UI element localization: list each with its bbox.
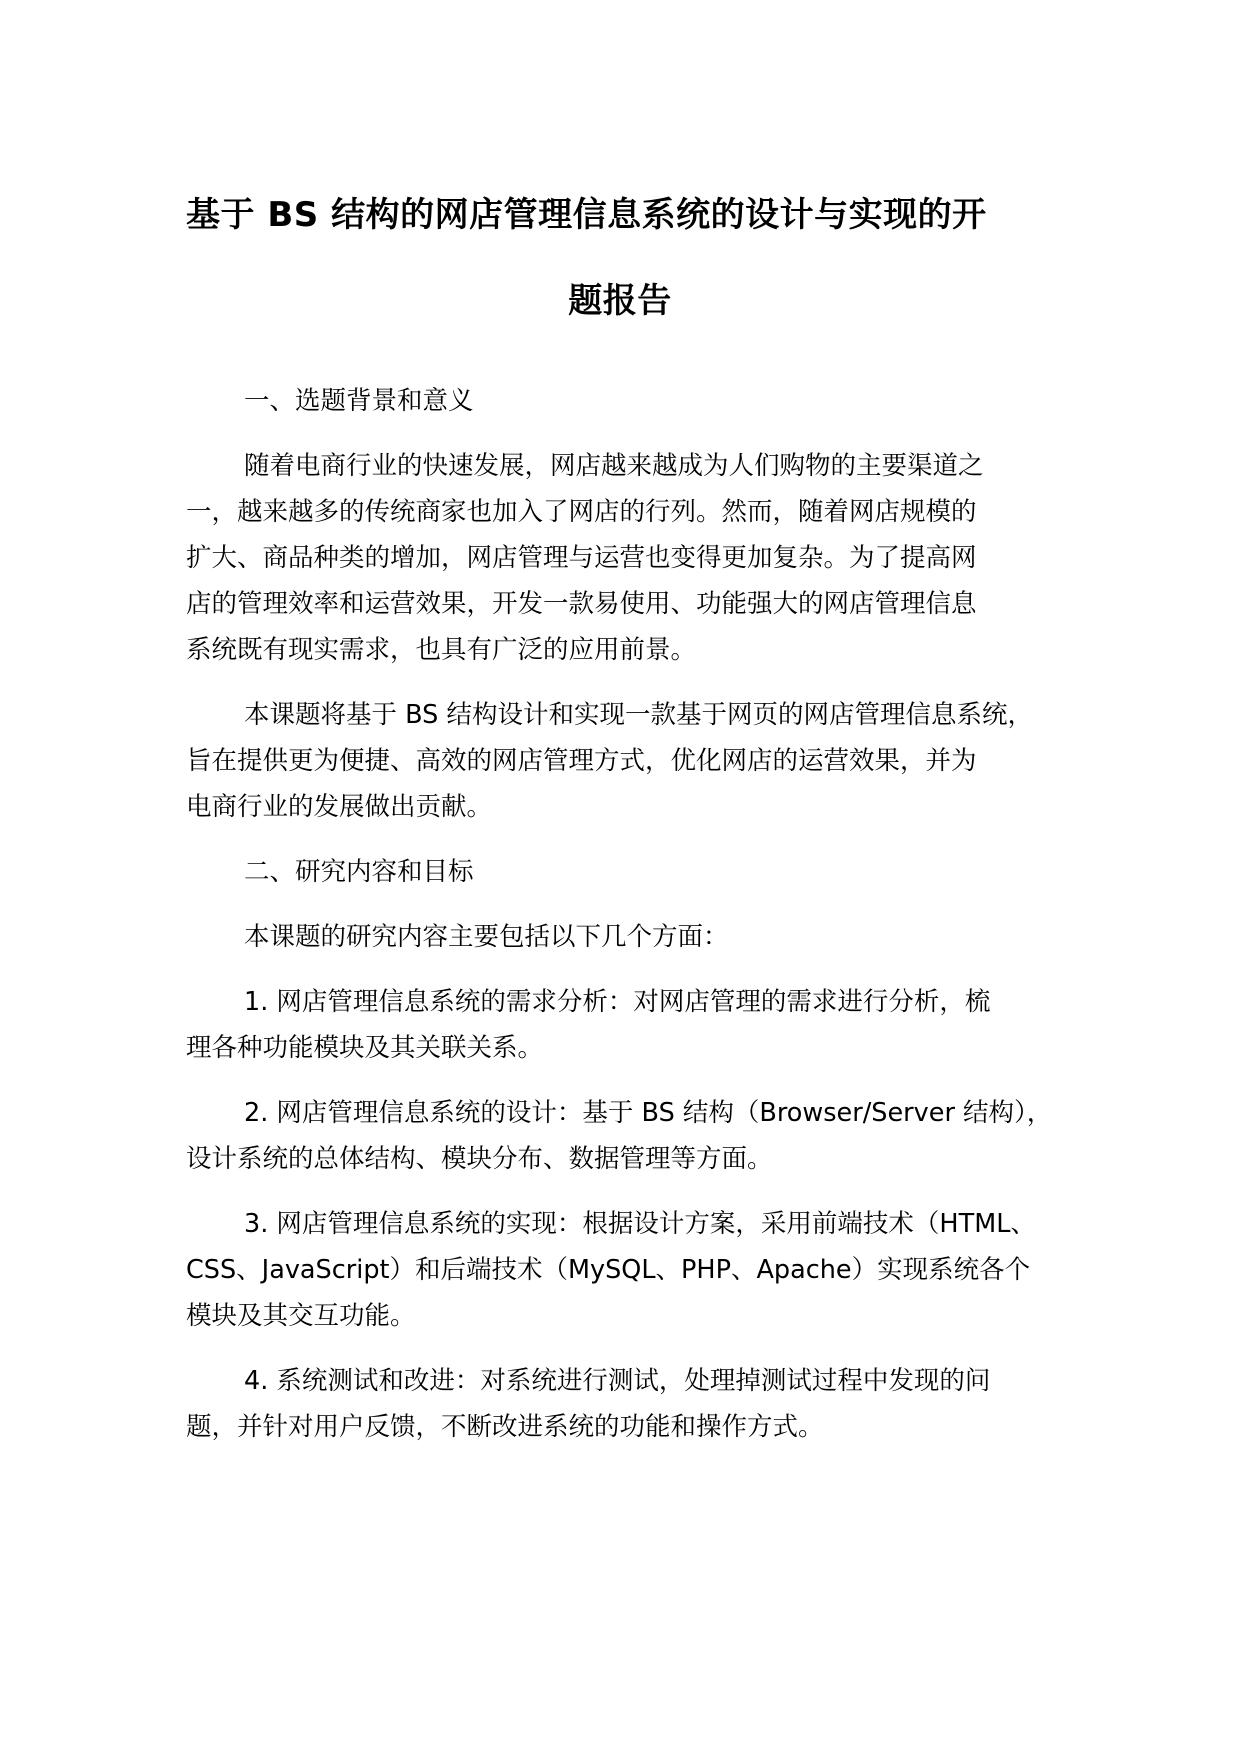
text-line: 4. 系统测试和改进：对系统进行测试，处理掉测试过程中发现的问 xyxy=(244,1366,991,1396)
list-item-paragraph xyxy=(186,1358,1076,1450)
section-heading: 二、研究内容和目标 xyxy=(244,857,474,887)
text-line: 一，越来越多的传统商家也加入了网店的行列。然而，随着网店规模的 xyxy=(186,497,977,527)
document-body xyxy=(186,378,1076,1469)
text-line: 系统既有现实需求，也具有广泛的应用前景。 xyxy=(186,635,697,665)
text-line: 理各种功能模块及其关联关系。 xyxy=(186,1033,544,1063)
text-line: 3. 网店管理信息系统的实现：根据设计方案，采用前端技术（HTML、 xyxy=(244,1209,1036,1239)
document-title-line: 题报告 xyxy=(568,281,672,321)
list-item-paragraph xyxy=(186,979,1076,1071)
document-title xyxy=(186,172,1054,344)
text-line: 随着电商行业的快速发展，网店越来越成为人们购物的主要渠道之 xyxy=(244,451,984,481)
text-line: 电商行业的发展做出贡献。 xyxy=(186,792,493,822)
document-title-line: 基于 BS 结构的网店管理信息系统的设计与实现的开 xyxy=(186,195,987,235)
text-line: 1. 网店管理信息系统的需求分析：对网店管理的需求进行分析，梳 xyxy=(244,987,991,1017)
body-paragraph xyxy=(186,443,1076,673)
text-line: 扩大、商品种类的增加，网店管理与运营也变得更加复杂。为了提高网 xyxy=(186,543,977,573)
text-line: 本课题将基于 BS 结构设计和实现一款基于网页的网店管理信息系统， xyxy=(244,700,1033,730)
text-line: 本课题的研究内容主要包括以下几个方面： xyxy=(244,922,729,952)
text-line: 模块及其交互功能。 xyxy=(186,1301,416,1331)
text-line: CSS、JavaScript）和后端技术（MySQL、PHP、Apache）实现系统各个 xyxy=(186,1255,1031,1285)
text-line: 设计系统的总体结构、模块分布、数据管理等方面。 xyxy=(186,1144,773,1174)
body-paragraph xyxy=(186,914,1076,960)
text-line: 2. 网店管理信息系统的设计：基于 BS 结构（Browser/Server 结构）， xyxy=(244,1098,1053,1128)
text-line: 店的管理效率和运营效果，开发一款易使用、功能强大的网店管理信息 xyxy=(186,589,977,619)
text-line: 旨在提供更为便捷、高效的网店管理方式，优化网店的运营效果，并为 xyxy=(186,746,977,776)
text-line: 题，并针对用户反馈，不断改进系统的功能和操作方式。 xyxy=(186,1412,824,1442)
list-item-paragraph xyxy=(186,1201,1076,1339)
body-paragraph xyxy=(186,692,1076,830)
list-item-paragraph xyxy=(186,1090,1076,1182)
section-heading: 一、选题背景和意义 xyxy=(244,386,474,416)
